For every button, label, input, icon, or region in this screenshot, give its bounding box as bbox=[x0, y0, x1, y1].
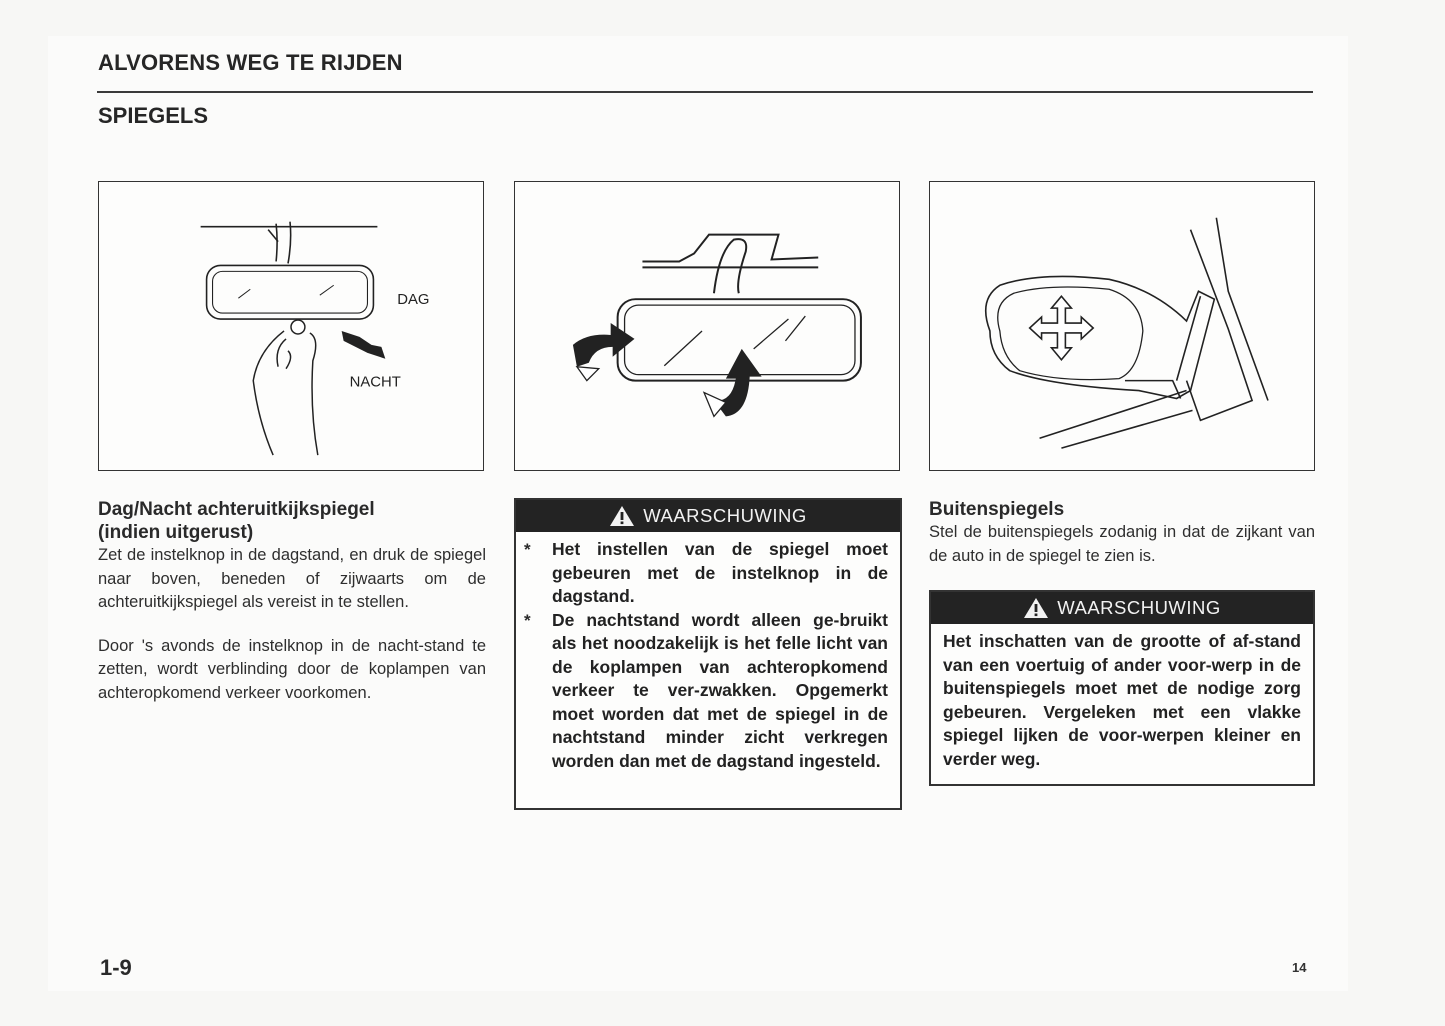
section-page-number: 1-9 bbox=[100, 955, 132, 980]
section-heading: Buitenspiegels bbox=[929, 499, 1065, 520]
warning-header bbox=[931, 592, 1313, 624]
paragraph-outside-mirror: Stel de buitenspiegels zodanig in dat de zijkant van de auto in de spiegel te zien is. bbox=[929, 523, 1315, 565]
warning-item bbox=[524, 538, 888, 609]
warning-item bbox=[524, 609, 888, 774]
day-night-mirror-section bbox=[98, 498, 486, 705]
warning-text: Het instellen van de spiegel moet gebeuren met de instelknop in de dagstand. bbox=[552, 539, 888, 606]
figure-outside-mirror bbox=[929, 181, 1315, 471]
warning-triangle-icon bbox=[1023, 597, 1049, 619]
figure-day-night-mirror bbox=[98, 181, 484, 471]
paragraph-adjust: Zet de instelknop in de dagstand, en druk de spiegel naar boven, beneden of zijwaarts om de achteruitkijkspiegel als vereist in te stellen. bbox=[98, 546, 486, 611]
warning-body bbox=[516, 532, 900, 783]
four-way-arrow-icon bbox=[1030, 296, 1094, 360]
warning-title: WAARSCHUWING bbox=[1057, 597, 1221, 618]
arrow-icon bbox=[342, 331, 386, 359]
hand-icon bbox=[253, 320, 318, 455]
curved-arrow-icon bbox=[573, 323, 762, 416]
outside-mirror-section bbox=[929, 498, 1315, 786]
section-title: SPIEGELS bbox=[98, 103, 209, 128]
figure-mirror-adjust bbox=[514, 181, 900, 471]
warning-triangle-icon bbox=[609, 505, 635, 527]
warning-box bbox=[929, 590, 1315, 786]
bullet-asterisk: * bbox=[524, 610, 531, 630]
paragraph-night: Door 's avonds de instelknop in de nacht-stand te zetten, wordt verblinding door de koplampen van achteropkomend verkeer voorkomen. bbox=[98, 636, 486, 702]
warning-body bbox=[931, 624, 1313, 779]
section-heading-note: (indien uitgerust) bbox=[98, 522, 254, 543]
bullet-asterisk: * bbox=[524, 540, 531, 559]
rearview-mirror-icon bbox=[515, 182, 899, 470]
warning-box bbox=[514, 498, 902, 810]
rearview-mirror-icon bbox=[99, 182, 483, 470]
mirror-warning-section bbox=[514, 498, 902, 810]
warning-title: WAARSCHUWING bbox=[643, 505, 807, 526]
header-divider bbox=[97, 91, 1313, 93]
section-heading: Dag/Nacht achteruitkijkspiegel bbox=[98, 499, 375, 520]
warning-text: Het inschatten van de grootte of af-stand van een voertuig of ander voor-werp in de buitenspiegels moet met de nodige zorg gebeuren. Vergeleken met een vlakke spiegel lijken de voor-werpen kleiner en verder weg. bbox=[943, 631, 1301, 769]
warning-text: De nachtstand wordt alleen ge-bruikt als het noodzakelijk is het felle licht van de koplampen van achteropkomend verkeer te ver-zwakken. Opgemerkt moet worden dat met de spiegel in de nachtstand minder zicht verkregen worden dan met de dagstand ingesteld. bbox=[552, 609, 888, 771]
night-label: NACHT bbox=[349, 374, 401, 391]
warning-header bbox=[516, 500, 900, 532]
side-mirror-icon bbox=[930, 182, 1314, 470]
chapter-title: ALVORENS WEG TE RIJDEN bbox=[98, 50, 403, 75]
page-number: 14 bbox=[1292, 960, 1307, 975]
day-label: DAG bbox=[397, 292, 430, 309]
